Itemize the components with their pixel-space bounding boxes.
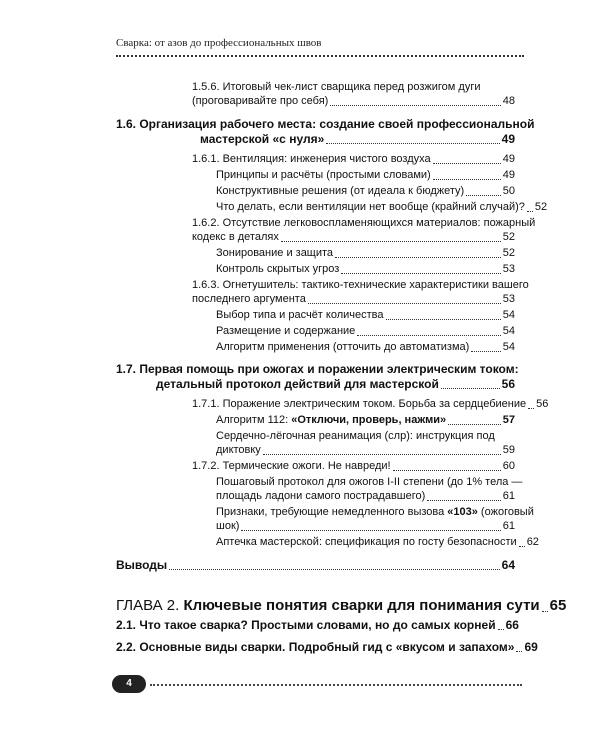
- toc-entry-label: (проговаривайте про себя): [192, 95, 329, 107]
- toc-entry-label-tail: (ожоговый: [477, 506, 534, 518]
- toc-entry-1-6-1-b[interactable]: [216, 184, 515, 199]
- toc-entry-1-6-2-b[interactable]: [216, 262, 515, 277]
- toc-dot-leader: [448, 424, 501, 425]
- toc-entry-conclusions[interactable]: [116, 557, 515, 573]
- footer-dotted-rule: [150, 684, 522, 686]
- toc-entry-label: шок): [216, 520, 240, 532]
- toc-entry-1-5-6[interactable]: [192, 94, 515, 109]
- toc-entry-label: Аптечка мастерской: спецификация по госту безопасности: [216, 536, 517, 548]
- toc-entry-1-7-2[interactable]: [192, 459, 515, 474]
- toc-dot-leader: [326, 143, 499, 144]
- toc-entry-label: кодекс в деталях: [192, 231, 279, 243]
- toc-entry-label-bold: «Отключи, проверь, нажми»: [291, 414, 447, 426]
- toc-entry-label: Выбор типа и расчёт количества: [216, 309, 384, 321]
- toc-page-number: 56: [501, 377, 515, 391]
- toc-dot-leader: [169, 569, 499, 570]
- toc-entry-1-7-2-a-line1: Пошаговый протокол для ожогов I-II степени (до 1% тела —: [216, 476, 523, 488]
- toc-entry-1-7-1[interactable]: [192, 397, 549, 412]
- toc-entry-2-2[interactable]: [116, 639, 538, 655]
- toc-page-number: 54: [502, 309, 515, 321]
- toc-page-number: 48: [502, 95, 515, 107]
- toc-entry-1-6-2[interactable]: [192, 230, 515, 245]
- toc-dot-leader: [542, 611, 548, 612]
- toc-page-number: 50: [502, 185, 515, 197]
- toc-dot-leader: [341, 273, 500, 274]
- toc-entry-1-7-2-a[interactable]: [216, 489, 515, 504]
- toc-dot-leader: [357, 335, 500, 336]
- toc-entry-label: 2.2. Основные виды сварки. Подробный гид с «вкусом и запахом»: [116, 640, 515, 654]
- toc-dot-leader: [427, 500, 500, 501]
- toc-page-number: 56: [536, 398, 549, 410]
- toc-entry-1-6[interactable]: [200, 131, 515, 147]
- toc-entry-1-6-1-c[interactable]: [216, 200, 548, 215]
- toc-entry-label-plain: Признаки, требующие немедленного вызова: [216, 506, 448, 518]
- toc-page-number: 54: [502, 341, 515, 353]
- toc-entry-1-7-line1: 1.7. Первая помощь при ожогах и поражении электрическим током:: [116, 362, 519, 376]
- toc-entry-1-6-3-line1: 1.6.3. Огнетушитель: тактико-технические характеристики вашего: [192, 279, 529, 291]
- toc-entry-label: Конструктивные решения (от идеала к бюджету): [216, 185, 465, 197]
- toc-dot-leader: [308, 303, 501, 304]
- toc-page-number: 52: [502, 247, 515, 259]
- toc-entry-label: последнего аргумента: [192, 293, 306, 305]
- toc-page-number: 61: [502, 520, 515, 532]
- toc-dot-leader: [498, 629, 504, 630]
- toc-entry-1-6-2-a[interactable]: [216, 246, 515, 261]
- toc-dot-leader: [519, 546, 525, 547]
- toc-entry-1-7-2-c[interactable]: [216, 535, 539, 550]
- toc-entry-chapter-2[interactable]: [116, 596, 567, 615]
- toc-entry-label: Контроль скрытых угроз: [216, 263, 340, 275]
- toc-entry-label: 2.1. Что такое сварка? Простыми словами, но до самых корней: [116, 618, 496, 632]
- toc-page-number: 53: [502, 293, 515, 305]
- toc-dot-leader: [335, 257, 501, 258]
- toc-entry-label: 1.7.1. Поражение электрическим током. Борьба за сердцебиение: [192, 398, 527, 410]
- toc-entry-label: [216, 413, 446, 428]
- toc-page-number: 61: [502, 490, 515, 502]
- toc-dot-leader: [527, 211, 533, 212]
- toc-dot-leader: [330, 105, 500, 106]
- toc-entry-label: площадь ладони самого пострадавшего): [216, 490, 426, 502]
- toc-page-number: 64: [501, 558, 515, 572]
- toc-page-number: 65: [549, 597, 567, 614]
- toc-page-number: 49: [502, 153, 515, 165]
- toc-page-number: 49: [502, 169, 515, 181]
- toc-page-number: 49: [501, 132, 515, 146]
- toc-dot-leader: [386, 319, 501, 320]
- toc-entry-label: Принципы и расчёты (простыми словами): [216, 169, 431, 181]
- toc-dot-leader: [471, 351, 500, 352]
- toc-entry-label: Размещение и содержание: [216, 325, 356, 337]
- toc-entry-label-bold: «103»: [447, 506, 478, 518]
- toc-page-number: 53: [502, 263, 515, 275]
- toc-chapter-number: ГЛАВА 2.: [116, 597, 184, 614]
- toc-dot-leader: [528, 408, 534, 409]
- toc-entry-label: Зонирование и защита: [216, 247, 334, 259]
- toc-dot-leader: [466, 195, 501, 196]
- toc-entry-label: детальный протокол действий для мастерской: [156, 377, 439, 391]
- toc-entry-label: мастерской «с нуля»: [200, 132, 325, 146]
- toc-page-number: 62: [526, 536, 539, 548]
- toc-entry-1-7-2-b-line1: [216, 505, 534, 520]
- toc-dot-leader: [393, 470, 501, 471]
- toc-dot-leader: [241, 530, 500, 531]
- toc-entry-label: 1.7.2. Термические ожоги. Не навреди!: [192, 460, 391, 472]
- toc-entry-label: Алгоритм применения (отточить до автоматизма): [216, 341, 470, 353]
- toc-page-number: 59: [502, 444, 515, 456]
- toc-entry-1-6-1[interactable]: [192, 152, 515, 167]
- toc-page-number: 66: [505, 618, 519, 632]
- toc-entry-1-6-line1: 1.6. Организация рабочего места: создание своей профессиональной: [116, 117, 535, 131]
- toc-entry-label: [116, 596, 540, 615]
- toc-entry-label: Выводы: [116, 558, 168, 572]
- toc-dot-leader: [433, 163, 501, 164]
- page-number-badge: 4: [112, 675, 146, 693]
- toc-entry-2-1[interactable]: [116, 617, 519, 633]
- toc-entry-1-7-1-b-line1: Сердечно-лёгочная реанимация (слр): инструкция под: [216, 430, 495, 442]
- toc-entry-1-7-2-b[interactable]: [216, 519, 515, 534]
- toc-entry-label: диктовку: [216, 444, 261, 456]
- toc-page-number: 54: [502, 325, 515, 337]
- toc-page-number: 57: [502, 414, 515, 426]
- toc-dot-leader: [441, 388, 500, 389]
- toc-page-number: 52: [534, 201, 548, 213]
- toc-entry-label: 1.6.1. Вентиляция: инженерия чистого воздуха: [192, 153, 431, 165]
- toc-entry-1-6-2-line1: 1.6.2. Отсутствие легковоспламеняющихся материалов: пожарный: [192, 217, 536, 229]
- toc-page-number: 60: [502, 460, 515, 472]
- toc-entry-1-6-3-b[interactable]: [216, 324, 515, 339]
- toc-page-number: 69: [524, 640, 538, 654]
- toc-entry-1-6-3-c[interactable]: [216, 340, 515, 355]
- toc-entry-1-5-6-line1: 1.5.6. Итоговый чек-лист сварщика перед розжигом дуги: [192, 81, 481, 93]
- toc-entry-label: Что делать, если вентиляции нет вообще (крайний случай)?: [216, 201, 525, 213]
- toc-entry-1-6-3[interactable]: [192, 292, 515, 307]
- toc-entry-1-6-3-a[interactable]: [216, 308, 515, 323]
- toc-entry-1-7-1-a[interactable]: [216, 413, 515, 428]
- running-header-title: Сварка: от азов до профессиональных швов: [116, 37, 322, 49]
- toc-page-number: 52: [502, 231, 515, 243]
- toc-entry-1-7[interactable]: [156, 376, 515, 392]
- toc-dot-leader: [433, 179, 501, 180]
- toc-entry-1-7-1-b[interactable]: [216, 443, 515, 458]
- toc-entry-1-6-1-a[interactable]: [216, 168, 515, 183]
- toc-dot-leader: [516, 651, 522, 652]
- toc-entry-label-plain: Алгоритм 112:: [216, 414, 292, 426]
- toc-dot-leader: [281, 241, 501, 242]
- toc-dot-leader: [263, 454, 501, 455]
- toc-chapter-title: Ключевые понятия сварки для понимания сути: [183, 597, 540, 614]
